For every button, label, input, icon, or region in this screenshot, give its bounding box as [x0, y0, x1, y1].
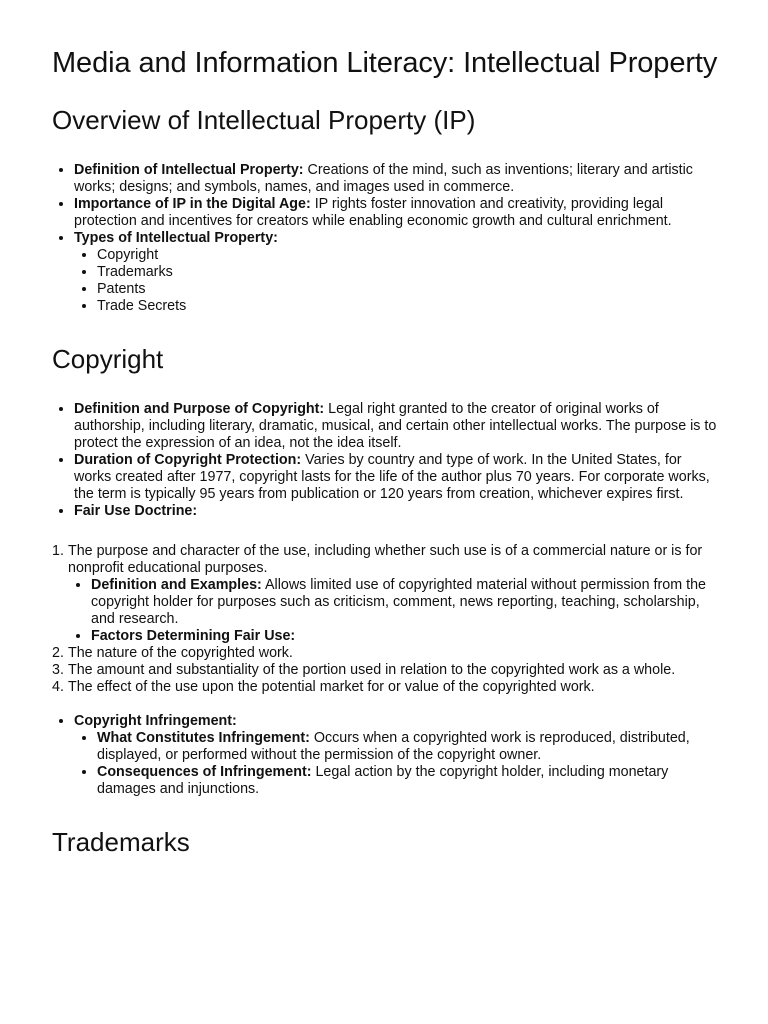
list-item	[74, 713, 720, 798]
list-item	[74, 230, 720, 315]
list-item: • Copyright	[97, 247, 720, 264]
item-number: 3.	[52, 662, 64, 678]
document-title: Media and Information Literacy: Intellectual Property	[52, 47, 718, 79]
infringement-sublist	[74, 730, 720, 798]
item-text: Varies by country and type of work. In the United States, for works created after 1977, copyright lasts for the life of the author plus 70 years. For corporate works, the term is typically 95 years from publication or 120 years from creation, whichever expires first.	[74, 452, 710, 502]
numbered-item	[52, 679, 720, 696]
item-text: The purpose and character of the use, including whether such use is of a commercial nature or is for nonprofit educational purposes.	[68, 543, 703, 576]
list-item	[74, 162, 720, 196]
numbered-item	[52, 662, 720, 679]
item-text: Legal right granted to the creator of original works of authorship, including literary, dramatic, musical, and certain other intellectual works. The purpose is to protect the expression of an idea, not the idea itself.	[74, 401, 717, 451]
item-text: IP rights foster innovation and creativity, providing legal protection and incentives for creators while enabling economic growth and cultural enrichment.	[74, 196, 672, 229]
item-label: Fair Use Doctrine:	[74, 503, 198, 519]
fair-use-sublist	[68, 577, 720, 645]
section-heading-overview: Overview of Intellectual Property (IP)	[52, 105, 476, 135]
item-label: Consequences of Infringement:	[97, 764, 312, 780]
list-item: • Patents	[97, 281, 720, 298]
item-text: Allows limited use of copyrighted material without permission from the copyright holder for purposes such as criticism, comment, news reporting, teaching, scholarship, and research.	[91, 577, 706, 627]
item-label: What Constitutes Infringement:	[97, 730, 310, 746]
infringement-list	[52, 713, 720, 798]
list-item	[74, 503, 720, 520]
list-item	[91, 577, 720, 628]
numbered-item	[52, 543, 720, 645]
numbered-item	[52, 645, 720, 662]
item-number: 2.	[52, 645, 64, 661]
list-item	[97, 730, 720, 764]
item-text: The effect of the use upon the potential market for or value of the copyrighted work.	[68, 679, 595, 695]
list-item: • Trade Secrets	[97, 298, 720, 315]
item-label: Types of Intellectual Property:	[74, 230, 278, 246]
item-label: Copyright Infringement:	[74, 713, 237, 729]
item-label: Definition and Examples:	[91, 577, 262, 593]
list-item	[74, 452, 720, 503]
item-number: 4.	[52, 679, 64, 695]
list-item	[97, 764, 720, 798]
list-item	[74, 196, 720, 230]
item-label: Factors Determining Fair Use:	[91, 628, 296, 644]
item-text: Creations of the mind, such as inventions; literary and artistic works; designs; and symbols, names, and images used in commerce.	[74, 162, 693, 195]
fair-use-factors-list	[52, 543, 720, 696]
item-number: 1.	[52, 543, 64, 559]
item-text: Occurs when a copyrighted work is reproduced, distributed, displayed, or performed without the permission of the copyright owner.	[97, 730, 690, 763]
item-label: Definition and Purpose of Copyright:	[74, 401, 325, 417]
item-text: Legal action by the copyright holder, including monetary damages and injunctions.	[97, 764, 669, 797]
document-content	[52, 46, 720, 858]
overview-list	[52, 162, 720, 315]
item-text: The amount and substantiality of the portion used in relation to the copyrighted work as a whole.	[68, 662, 676, 678]
item-label: Duration of Copyright Protection:	[74, 452, 302, 468]
item-label: Importance of IP in the Digital Age:	[74, 196, 311, 212]
list-item: • Trademarks	[97, 264, 720, 281]
list-item	[91, 628, 720, 645]
copyright-list	[52, 401, 720, 520]
item-label: Definition of Intellectual Property:	[74, 162, 304, 178]
item-text: The nature of the copyrighted work.	[68, 645, 293, 661]
list-item	[74, 401, 720, 452]
ip-types-list	[74, 247, 720, 315]
section-heading-trademarks: Trademarks	[52, 827, 190, 857]
section-heading-copyright: Copyright	[52, 344, 164, 374]
